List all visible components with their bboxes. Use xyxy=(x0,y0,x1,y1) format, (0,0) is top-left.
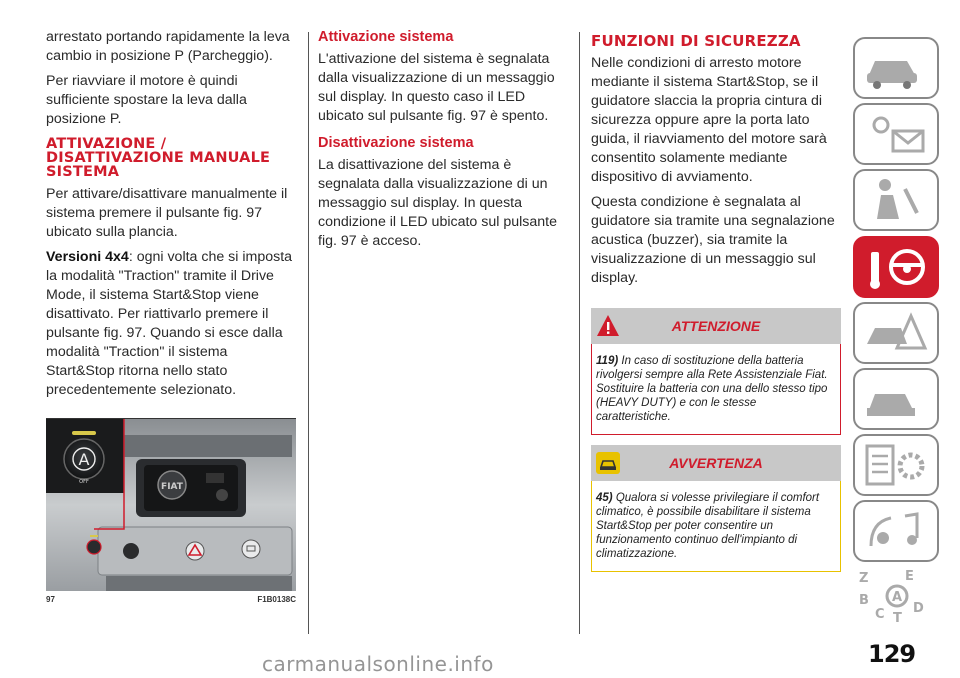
versions-4x4-text: : ogni volta che si imposta la modalità "Traction" tramite il Drive Mode, il sistema Start&Stop viene disattivato. Per riattivarlo premere il pulsante fig. 97. Quando si esce dalla modalità "Traction" il sistema Start&Stop ritorna nello stato precedentemente selezionato. xyxy=(46,249,293,398)
column-left xyxy=(46,28,298,609)
warning-title: ATTENZIONE xyxy=(671,318,761,334)
manual-paragraph: Per attivare/disattivare manualmente il sistema premere il pulsante fig. 97 ubicato sulla plancia. xyxy=(46,186,288,240)
svg-text:D: D xyxy=(913,601,924,616)
warning-box-body xyxy=(591,344,841,435)
tab-technical-data[interactable] xyxy=(853,434,939,496)
figure-number: 97 xyxy=(46,595,55,604)
warning-box-header xyxy=(591,308,841,344)
svg-text:B: B xyxy=(859,593,869,608)
deactivation-paragraph: La disattivazione del sistema è segnalata dalla visualizzazione di un messaggio sul display. In questa condizione il LED ubicato sul pulsante fig. 97 è acceso. xyxy=(318,157,557,249)
warning-triangle-icon xyxy=(595,312,621,340)
versions-4x4-label: Versioni 4x4 xyxy=(46,249,129,265)
svg-text:Z: Z xyxy=(859,571,869,586)
intro-paragraph-2: Per riavviare il motore è quindi sufficiente spostare la leva dalla posizione P. xyxy=(46,73,247,127)
tab-maintenance[interactable] xyxy=(853,368,939,430)
caution-text: Qualora si volesse privilegiare il comfort climatico, è possibile disabilitare il sistema Start&Stop per poter consentire un funzionamento continuo dell'impianto di climatizzazione. xyxy=(596,492,820,560)
dashboard-figure xyxy=(46,418,296,591)
tab-index[interactable] xyxy=(853,566,935,624)
deactivation-heading: Disattivazione sistema xyxy=(318,135,474,151)
tab-emergency[interactable] xyxy=(853,302,939,364)
warning-number: 119) xyxy=(596,355,619,367)
column-divider-2 xyxy=(579,32,580,634)
button-off-label: OFF xyxy=(79,479,89,485)
warning-text-paragraph xyxy=(596,354,834,424)
car-icon xyxy=(855,39,937,97)
svg-text:E: E xyxy=(905,569,914,584)
breakdown-icon xyxy=(855,304,937,362)
svg-text:A: A xyxy=(892,590,903,605)
index-icon xyxy=(853,566,935,624)
versions-4x4-paragraph xyxy=(46,248,298,400)
figure-caption xyxy=(46,593,296,609)
warning-lights-icon xyxy=(855,105,937,163)
specs-gear-icon xyxy=(855,436,937,494)
caution-box-header xyxy=(591,445,841,481)
warning-text: In caso di sostituzione della batteria rivolgersi sempre alla Rete Assistenziale Fiat. Sostituire la batteria con una dello stesso tipo (HEAVY DUTY) e con le stesse caratteristiche. xyxy=(596,355,828,423)
tab-safety[interactable] xyxy=(853,169,939,231)
activation-heading: Attivazione sistema xyxy=(318,29,454,45)
caution-car-icon xyxy=(595,449,621,477)
multimedia-icon xyxy=(855,502,937,560)
caution-text-paragraph xyxy=(596,491,834,561)
tab-car[interactable] xyxy=(853,37,939,99)
safety-heading: FUNZIONI DI SICUREZZA xyxy=(591,32,801,50)
car-service-icon xyxy=(855,370,937,428)
caution-number: 45) xyxy=(596,492,613,504)
page-number: 129 xyxy=(868,640,916,668)
activation-paragraph: L'attivazione del sistema è segnalata dalla visualizzazione di un messaggio sul display. In questo caso il LED ubicato sul pulsante fig. 97 è spento. xyxy=(318,51,555,124)
seatbelt-airbag-icon xyxy=(855,171,937,229)
tab-warning-lights[interactable] xyxy=(853,103,939,165)
figure-code: F1B0138C xyxy=(257,595,296,604)
safety-paragraph-2: Questa condizione è segnalata al guidatore sia tramite una segnalazione acustica (buzzer), sia tramite la visualizzazione di un messaggio sul display. xyxy=(591,194,835,286)
dashboard-photo xyxy=(46,419,296,591)
svg-text:C: C xyxy=(875,607,885,622)
watermark: carmanualsonline.info xyxy=(262,652,494,676)
key-steering-icon xyxy=(855,238,937,296)
svg-text:A: A xyxy=(78,450,90,469)
svg-text:FIAT: FIAT xyxy=(161,482,183,492)
column-divider-1 xyxy=(308,32,309,634)
tab-starting-driving[interactable] xyxy=(853,236,939,298)
column-middle xyxy=(318,28,566,257)
intro-paragraph-1: arrestato portando rapidamente la leva cambio in posizione P (Parcheggio). xyxy=(46,29,290,64)
svg-text:T: T xyxy=(893,611,902,624)
tab-multimedia[interactable] xyxy=(853,500,939,562)
section-heading-manual: ATTIVAZIONE / DISATTIVAZIONE MANUALE SISTEMA xyxy=(46,136,271,180)
column-right xyxy=(591,28,841,572)
safety-paragraph-1: Nelle condizioni di arresto motore mediante il sistema Start&Stop, se il guidatore slaccia la propria cintura di sicurezza oppure apre la porta lato guida, il riavviamento del motore sarà consentito solamente mediante dispositivo di avviamento. xyxy=(591,55,827,185)
caution-title: AVVERTENZA xyxy=(669,455,763,471)
caution-box-body xyxy=(591,481,841,572)
